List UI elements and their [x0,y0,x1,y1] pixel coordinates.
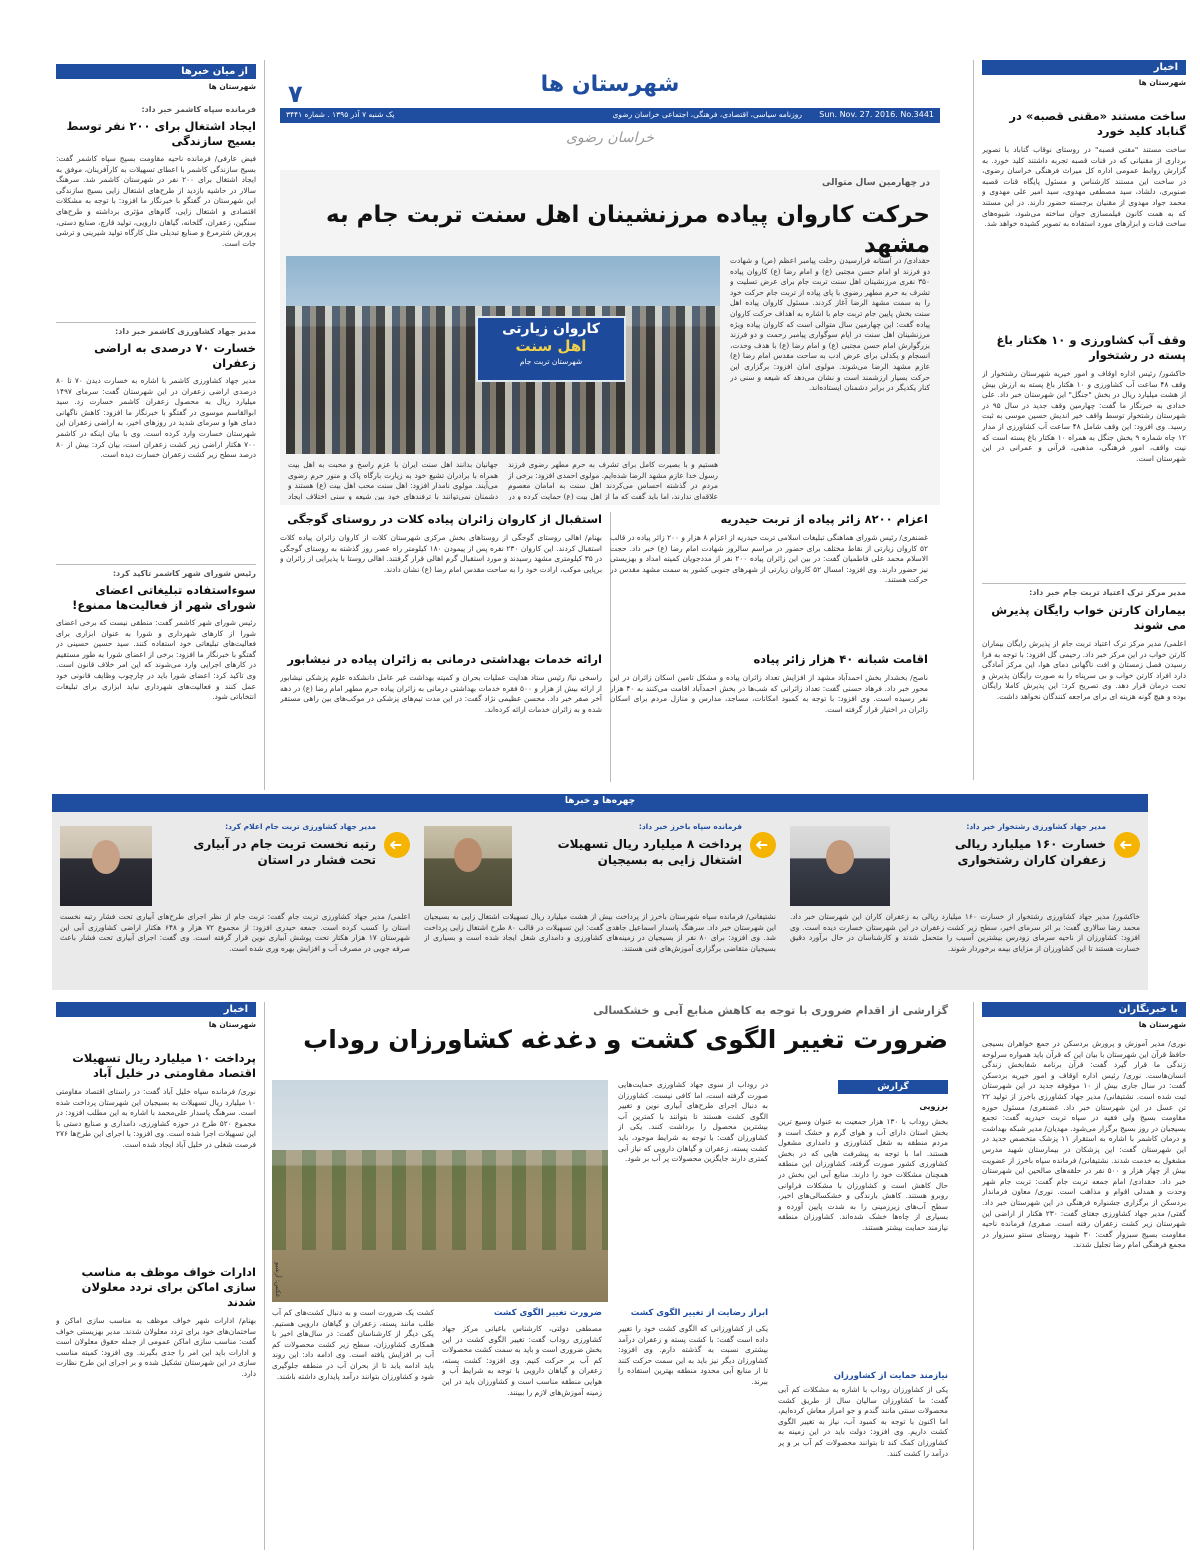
portrait-head [454,838,482,872]
banner-line-1: کاروان زیارتی [502,321,600,337]
report-byline: برزویی [919,1102,948,1111]
lead-col-2: جهانیان بدانند اهل سنت ایران با عزم راسخ و محبت به اهل بیت همراه با برادران تشیع خود به زیارت بارگاه پاک و منور حرم رضوی می‌آیند. مولوی نامدار افزود: اهل سنت محب اهل بیت (ع) هستند و دشمنان نمی‌توانند با ترفندهای خود بین شیعه و سنی اختلاف ایجاد [288,460,498,500]
masthead-bar [280,108,940,123]
mid-story-2 [280,512,602,647]
left-a3-kicker: رئیس شورای شهر کاشمر تاکید کرد: [56,564,256,578]
left-column [56,64,256,794]
lead-col-1: هستیم و با بصیرت کامل برای تشرف به حرم مطهر رضوی فرزند رسول خدا عازم مشهد الرضا شده‌ایم. مولوی احمدی افزود: برخی از مردم در گذشته احساس می‌کردند اهل سنت به امامان معصوم علاقه‌ای ندارند، اما باید گفت که ما از اهل بیت (ع) حمایت کرده و در [508,460,718,500]
left-a2-title: خسارت ۷۰ درصدی به اراضی زعفران [94,341,256,370]
date-persian: یک شنبه ۷ آذر ۱۳۹۵ . شماره ۳۴۴۱ [286,110,395,119]
bl-a1-body: نوری/ فرمانده سپاه خلیل آباد گفت: در راستای اقتصاد مقاومتی ۱۰ میلیارد ریال تسهیلات به بسیجیان این شهرستان پرداخت شده است. سرهنگ پاسدار علی‌محمد با اشاره به این مطلب افزود: در مجموع ۵۲۰ طرح در حوزه کشاورزی، دامداری و صنایع دستی با این تسهیلات اجرا شده است. وی افزود: با اجرای این طرح‌ها ۲۷۶ فرصت شغلی در خلیل آباد ایجاد شده است. [56,1087,256,1149]
right-column [982,60,1186,780]
masthead [280,64,940,164]
br-tag: با خبرنگاران [982,1002,1186,1017]
bottom-col-2: در روداب از سوی جهاد کشاورزی حمایت‌هایی صورت گرفته است، اما کافی نیست. کشاورزان به دنبال اجرای طرح‌های آبیاری نوین و تغییر الگوی کشت هستند تا بتوانند با کمترین آب بیشترین محصول را برداشت کنند. یکی از کشاورزان گفت: با توجه به شرایط موجود، باید کشت پسته، زعفران و گیاهان دارویی که نیاز آبی کمتری دارند جایگزین محصولات پر آب بر شود. [618,1080,768,1164]
bl-a1-title: پرداخت ۱۰ میلیارد ریال تسهیلات اقتصاد مقاومتی در خلیل آباد [72,1051,256,1080]
br-divider [973,1002,974,1550]
mid-story-4 [280,652,602,782]
bottom-title: ضرورت تغییر الگوی کشت و دغدغه کشاورزان روداب [303,1025,948,1054]
bottom-photo [272,1080,608,1302]
bottom-col-1: بخش روداب با ۱۳۰ هزار جمعیت به عنوان وسیع ترین بخش استان دارای آب و هوای گرم و خشک است و مردم منطقه به شغل کشاورزی و دامداری مشغول هستند. اما با توجه به پیشرفت هایی که در بخش کشاورزی کشور صورت گرفته، کشاورزان این منطقه همچنان مشکلات خود را دارند. منابع آبی این بخش در حال کاهش است و کشاورزان با مشکلات فراوانی روبرو هستند. کاهش بارندگی و خشکسالی‌های اخیر، سطح آب‌های زیرزمینی را به شدت پایین آورده و بسیاری از چاه‌ها خشک شده‌اند. کشاورزان منطقه نیازمند حمایت بیشتر هستند. [778,1117,948,1232]
mid-s2-body: بهنام/ اهالی روستای گوجگی از روستاهای بخش مرکزی شهرستان کلات از کاروان زائران پیاده کلات استقبال کردند. این کاروان ۲۳۰ نفره پس از پیمودن ۱۸۰ کیلومتر راه عصر روز گذشته به روستای گوجگی در ۳۵ کیلومتری مشهد رسیدند و مورد استقبال گرم اهالی قرار گرفتند. اهالی روستا با پذیرایی از زائران و برپایی موکب، ارادت خود را به ساحت مقدس امام رضا (ع) نشان دادند. [280,533,602,574]
right-a1-body: ساخت مستند "مقنی قصبه" در روستای نوقاب گناباد با تصویر برداری از مقنیانی که در قنات قصبه تجربه داشتند کلید خورد. به گزارش روابط عمومی اداره کل میراث فرهنگی خراسان رضوی، در ساخت این مستند کارشناس و مسئول پایگاه قنات قصبه صنوبری، دلشاد، سید مصطفی مهدوی، سید امیر علی مهدوی و محمد جواد مهدوی از مقنیان برجسته حضور دارند. در این مستند که به همت کانون فیلمسازی جوان ساخته می‌شود، شیوه‌های ساخت قنات و ابزارهای مورد استفاده به تصویر کشیده خواهد شد. [982,145,1186,229]
report-tag: گزارش [838,1080,948,1094]
mid-s1-title: اعزام ۸۲۰۰ زائر پیاده از تربت حیدریه [720,512,928,526]
mid-story-1 [610,512,928,647]
band-i2-photo [424,826,512,906]
banner-line-3: شهرستان تربت جام [519,357,583,366]
right-col-sub: شهرستان ها [1138,78,1186,87]
bottom-col-4: کشت یک ضرورت است و به دنبال کشت‌های کم آب طلب مانند پسته، زعفران و گیاهان دارویی هستیم. یکی دیگر از کارشناسان گفت: در سال‌های اخیر با همکاری کشاورزان، سطح زیر کشت محصولات کم آب بر افزایش یافته است. وی ادامه داد: این روند باید ادامه یابد تا از بحران آب در منطقه جلوگیری شود و کشاورزان بتوانند درآمد پایداری داشته باشند. [272,1308,434,1381]
bottom-col-2b: یکی از کشاورزانی که الگوی کشت خود را تغییر داده است گفت: با کشت پسته و زعفران درآمد بیشتری نسبت به گذشته دارم. وی افزود: کشاورزان دیگر نیز باید به این سمت حرکت کنند تا از منابع آبی محدود منطقه بهترین استفاده را ببرند. [618,1324,768,1386]
band-i2-title: پرداخت ۸ میلیارد ریال تسهیلات اشتغال زایی به بسیجیان [557,837,742,867]
mid-story-3 [610,652,928,782]
band-i1-kicker: مدیر جهاد کشاورزی رشتخوار خبر داد: [966,822,1106,831]
mid-s2-title: استقبال از کاروان زائران پیاده کلات در روستای گوجگی [287,512,602,526]
band-i3-kicker: مدیر جهاد کشاورزی تربت جام اعلام کرد: [225,822,376,831]
banner-shape [476,316,626,382]
band-i3-body: اعلمی/ مدیر جهاد کشاورزی تربت جام گفت: تربت جام از نظر اجرای طرح‌های آبیاری تحت فشار رتبه نخست استان را کسب کرده است. جمعه حیدری افزود: از مجموع ۷۲ هزار و ۶۴۸ هکتار اراضی کشاورزی آبی این شهرستان ۱۷ هزار هکتار تحت پوشش آبیاری نوین قرار گرفته است. وی گفت: اجرای آبیاری تحت فشار باعث صرفه جویی در مصرف آب و افزایش بهره وری شده است. [60,912,410,953]
section-title: شهرستان ها [540,72,680,97]
band-item-2 [424,822,776,984]
left-a2-body: مدیر جهاد کشاورزی کاشمر با اشاره به خسارت دیدن ۷۰ تا ۸۰ درصدی اراضی زعفران در این شهرستان گفت: سرمای ۱۴۹۷ میلیارد ریال به محصول زعفران کاشمر خسارت زد. سید ابوالقاسم موسوی در گفتگو با خبرنگار ما افزود: کاهش ناگهانی دمای هوا و سرمای شدید در روزهای اخیر، به اراضی زعفران این شهرستان خسارت وارد کرده است. وی با بیان اینکه در کاشمر ۷۰۰ هکتار اراضی زیر کشت زعفران است، بیان کرد: بیش از ۸۰ درصد سطح زیر کشت زعفران خسارت دیده است. [56,376,256,460]
band-i1-body: خاکشور/ مدیر جهاد کشاورزی رشتخوار از خسارت ۱۶۰ میلیارد ریالی به زعفران کاران این شهرستان خبر داد. محمد رضا سالاری گفت: بر اثر سرمای اخیر، سطح زیر کشت زعفران در این شهرستان خسارت دیده است. وی افزود: کشاورزان از ناحیه سرمای زودرس بیشترین آسیب را متحمل شدند و کارشناسان در حال برآورد دقیق خسارت هستند تا این کشاورزان از مزایای بیمه برخوردار شوند. [790,912,1140,953]
left-col-sub: شهرستان ها [208,82,256,91]
mid-s4-body: راسخی نیا/ رئیس ستاد هدایت عملیات بحران و کمیته بهداشت غیر عامل دانشکده علوم پزشکی نیشابور از ارائه بیش از هزار و ۵۰۰ فقره خدمات بهداشتی درمانی به زائران پیاده حرم مطهر امام رضا (ع) در دهه آخر صفر خبر داد. محسن عظیمی نژاد گفت: در این مدت تیم‌های پزشکی در موکب‌های بین راهی مستقر شده و به زائران خدمات ارائه کرده‌اند. [280,673,602,714]
band-item-1 [790,822,1140,984]
arrow-icon [750,832,776,858]
bottom-need-heading: نیازمند حمایت از کشاورزان [833,1371,948,1381]
banner-line-2: اهل سنت [515,337,587,355]
bottom-pattern-heading: ضرورت تغییر الگوی کشت [493,1308,602,1318]
page-number: ۷ [288,80,303,108]
mid-s1-body: غضنفری/ رئیس شورای هماهنگی تبلیغات اسلامی تربت حیدریه از اعزام ۸ هزار و ۲۰۰ زائر پیاده در قالب ۵۲ کاروان زیارتی از نقاط مختلف برای حضور در مراسم سالروز شهادت امام رضا (ع) خبر داد. حجت الاسلام محمد علی فاطمیان گفت: در بین این زائران پیاده ۲۰۰ نفر از مددجویان کمیته امداد و بهزیستی نیز حضور دارند. وی افزود: امسال ۵۲ کاروان زیارتی از شهرهای جنوبی کشور به سمت مشهد مقدس در حرکت هستند. [610,533,928,585]
bottom-col-1b: یکی از کشاورزان روداب با اشاره به مشکلات کم آبی گفت: ما کشاورزان سالیان سال از طریق کشت محصولات سنتی مانند گندم و جو امرار معاش کرده‌ایم، اما اکنون با توجه به کمبود آب، نیاز به تغییر الگوی کشت داریم. وی افزود: دولت باید در این زمینه به کشاورزان کمک کند تا بتوانند محصولات کم آب بر و پر درآمد را کشت کنند. [778,1385,948,1458]
bottom-kicker: گزارشی از اقدام ضروری با توجه به کاهش منابع آبی و خشکسالی [593,1004,948,1017]
right-a3-kicker: مدیر مرکز ترک اعتیاد تربت جام خبر داد: [982,583,1186,597]
left-a1-kicker: فرمانده سپاه کاشمر خبر داد: [141,105,256,114]
bl-sub: شهرستان ها [208,1020,256,1029]
photo-credit: عکس: آرشیو [274,1262,282,1298]
tagline: روزنامه سیاسی، اقتصادی، فرهنگی، اجتماعی خراسان رضوی [612,110,802,119]
mid-s3-body: ناصح/ بخشدار بخش احمدآباد مشهد از افزایش تعداد زائران پیاده و مشکل تامین اسکان زائران در این محور خبر داد. فرهاد حسنی گفت: تعداد زائرانی که شب‌ها در بخش احمدآباد اقامت می‌کنند به ۴۰ هزار نفر رسیده است. وی افزود: با توجه به کمبود امکانات، مساجد، مدارس و منازل مردم برای اسکان زائران در اختیار قرار گرفته است. [610,673,928,714]
bottom-feature [272,1002,948,1550]
lead-side-text: حقدادی/ در آستانه فرارسیدن رحلت پیامبر اعظم (ص) و شهادت دو فرزند او امام حسن مجتبی (ع) و امام رضا (ع) کاروان پیاده ۳۵۰ نفری مرزنشینان اهل سنت تربت جام برای عرض تسلیت و تشرف به حرم مطهر رضوی با پای پیاده از تربت جام حرکت خود را به سمت مشهد الرضا آغاز کردند. مسئول کاروان پیاده اهل سنت بخش پایین جام تربت جام با اشاره به اهداف حرکت کاروان پیاده گفت: این چهارمین سال متوالی است که کاروان پیاده ویژه مرزنشینان اهل سنت در ایام سوگواری پیامبر رحمت و دو فرزند بزرگوارش امام حسن مجتبی (ع) و امام رضا (ع) با هدف وحدت، انسجام و یکدلی برای عرض ادب به ساحت مقدس امام رضا (ع) عازم مشهد الرضا می‌شوند. مولوی امان افزود: برگزاری این حرکت بسیار ارزشمند است و نشان می‌دهد که شیعه و سنی در کنار یکدیگر در برابر دشمنان ایستاده‌اند. [730,256,930,393]
band-i3-photo [60,826,152,906]
br-sub: شهرستان ها [1138,1020,1186,1029]
bl-divider [264,1002,265,1550]
mid-s3-title: اقامت شبانه ۴۰ هزار زائر پیاده [753,652,928,666]
left-column-divider [264,60,265,790]
right-a2-title: وقف آب کشاورزی و ۱۰ هکتار باغ پسته در رشتخوار [996,333,1186,362]
faces-band [52,794,1148,990]
lead-photo [286,256,720,454]
right-a3-body: اعلمی/ مدیر مرکز ترک اعتیاد تربت جام از پذیرش رایگان بیماران کارتن خواب در این مرکز خبر داد. رحیمی گل افزود: با توجه به فرا رسیدن فصل زمستان و افت ناگهانی دمای هوا، این مرکز آمادگی دارد افراد کارتن خواب و بی سرپناه را به صورت رایگان پذیرش و تحت درمان قرار دهد. وی تصریح کرد: این پذیرش کاملا رایگان بوده و هیچ گونه هزینه ای برای مراجعه کنندگان نخواهد داشت. [982,639,1186,701]
left-a1-title: ایجاد اشتغال برای ۲۰۰ نفر توسط بسیج سازندگی [66,119,256,148]
bottom-right-column [982,1002,1186,1550]
band-item-3 [60,822,410,984]
band-i2-kicker: فرمانده سپاه باخرز خبر داد: [638,822,742,831]
left-col-tag: از میان خبرها [56,64,256,79]
bl-a2-body: بهنام/ ادارات شهر خواف موظف به مناسب سازی اماکن و ساختمان‌های خود برای تردد معلولان شدند. مدیر بهزیستی خواف گفت: مناسب سازی اماکن عمومی از جمله حقوق معلولان است و ادارات باید این امر را جدی بگیرند. وی افزود: کمیته مناسب سازی در این شهرستان تشکیل شده و بر اجرای این طرح نظارت دارد. [56,1316,256,1378]
arrow-icon [1114,832,1140,858]
report-column [778,1080,948,1546]
bl-tag: اخبار [56,1002,256,1017]
right-a3-title: بیماران کارتن خواب رایگان پذیرش می شوند [991,603,1186,632]
right-col-tag: اخبار [982,60,1186,75]
date-english: Sun. Nov. 27. 2016. No.3441 [819,110,934,119]
band-title: چهره‌ها و خبرها [564,796,636,806]
left-a3-title: سوءاستفاده تبلیغاتی اعضای شورای شهر از فعالیت‌ها ممنوع! [72,583,256,612]
left-a3-body: رئیس شورای شهر کاشمر گفت: منطقی نیست که برخی اعضای شورا از کارهای شهرداری و شورا به عنوان ابزاری برای فعالیت‌های تبلیغاتی خود استفاده کنند. سید حسین حسینی در گفتگو با خبرنگار ما افزود: برخی از اعضای شورا به طور مستقیم در کارهای اجرایی وارد می‌شوند که این امر خلاف قانون است. وی تاکید کرد: اعضای شورا باید در چارچوب وظایف قانونی خود عمل کنند و فعالیت‌های شهرداری نباید ابزاری برای تبلیغات انتخاباتی شود. [56,618,256,702]
bl-a2-title: ادارات خواف موظف به مناسب سازی اماکن برای تردد معلولان شدند [81,1265,256,1309]
bottom-exp-heading: ابراز رضایت از تغییر الگوی کشت [630,1308,768,1318]
bottom-col-3: مصطفی دولتی، کارشناس باغبانی مرکز جهاد کشاورزی روداب گفت: تغییر الگوی کشت در این بخش ضروری است و باید به سمت کشت محصولات کم آب بر حرکت کنیم. وی افزود: کشت پسته، زعفران و گیاهان دارویی با توجه به شرایط آب و هوایی منطقه مناسب است و کشاورزان باید در این زمینه آموزش‌های لازم را ببینند. [442,1324,602,1397]
band-i3-title: رتبه نخست تربت جام در آبیاری تحت فشار در استان [193,837,376,867]
right-column-divider [973,60,974,780]
orchard-rows [272,1150,608,1250]
left-a2-kicker: مدیر جهاد کشاورزی کاشمر خبر داد: [56,322,256,336]
bottom-left-column [56,1002,256,1550]
band-i1-photo [790,826,890,906]
lead-kicker: در چهارمین سال متوالی [821,178,930,188]
br-body: نوری/ مدیر آموزش و پرورش بردسکن در جمع خواهران بسیجی حافظ قرآن این شهرستان با بیان این که قرآن باید همواره سرلوحه زندگی ما قرار گیرد گفت: قرآن برنامه شفابخش زندگی انسان‌هاست. نوری/ رئیس اداره اوقاف و امور خیریه بردسکن گفت: در سال جاری بیش از ۱۰ موقوفه جدید در این شهرستان ثبت شده است. نشتیفانی/ مدیر جهاد کشاورزی باخرز از تولید ۲۲ تن عسل در این شهرستان خبر داد. غضنفری/ مسئول حوزه مقاومت بسیج ولی فقیه در سپاه تربت حیدریه گفت: تجمع بسیجیان در روز بسیج برگزار می‌شود. مهدیان/ مدیر شبکه بهداشت و درمان کاشمر با اشاره به استقرار ۱۱ پزشک متخصص جدید در این شهرستان گفت: این پزشکان در بیمارستان شهید مدرس مشغول به خدمت شدند. نشتیفانی/ فرمانده سپاه باخرز از عضویت بیش از چهار هزار و ۵۰۰ نفر در حلقه‌های صالحین این شهرستان خبر داد. حقدادی/ امام جمعه تربت جام گفت: تربت جام شهر وحدت و همدلی اقوام و مذاهب است. نوری/ معاون فرماندار بردسکن از برگزاری جشنواره فرهنگی در این شهرستان خبر داد. گفتی/ مدیر جهاد کشاورزی جغتای گفت: ۲۳۰ هکتار از اراضی این شهرستان زیر کشت زعفران رفته است. صفری/ فرمانده ناحیه مقاومت بسیج سبزوار گفت: ۳۰ شهید روستای سنتو سبزوار در مجمع فرهنگی امام رضا تجلیل شدند. [982,1039,1186,1250]
band-i2-body: نشتیفانی/ فرمانده سپاه شهرستان باخرز از پرداخت بیش از هشت میلیارد ریال تسهیلات اشتغال زایی به بسیجیان این شهرستان خبر داد. سرهنگ پاسدار اسماعیل جاهدی گفت: این تسهیلات در قالب ۸۰ طرح اشتغال زایی پرداخت شد. وی افزود: برای ۸۰ نفر از بسیجیان در زمینه‌های کشاورزی و دامداری شغل ایجاد شده است و بسیاری از بسیجیان متقاضی برگزاری آموزش‌های فنی هستند. [424,912,776,953]
lead-title: حرکت کاروان پیاده مرزنشینان اهل سنت تربت جام به مشهد [326,202,930,258]
mid-s4-title: ارائه خدمات بهداشتی درمانی به زائران پیاده در نیشابور [287,652,602,666]
portrait-head [92,840,120,874]
right-a1-title: ساخت مستند «مقنی قصبه» در گناباد کلید خورد [1009,109,1186,138]
left-a1-body: فیض عارفی/ فرمانده ناحیه مقاومت بسیج سپاه کاشمر گفت: بسیج سازندگی کاشمر با اعطای تسهیلات به کارآفرینان، موفق به ایجاد اشتغال برای ۲۰۰ نفر در شهرستان کاشمر شد. سرهنگ سالار در حاشیه بازدید از طرح‌های اشتغال زایی بسیج سازندگی این شهرستان در گفتگو با خبرنگار ما افزود: با توجه به مشکلات اقتصادی و اشتغال زایی، گام‌های مؤثری برداشته و طرح‌های سنگین، زعفران، گلخانه، گیاهان دارویی، تولید قارچ، صنایع دستی، پرورش شترمرغ و صنایع تبدیلی مثل کارگاه تولید شیرینی و ترشی جات است. [56,154,256,248]
right-a2-body: خاکشور/ رئیس اداره اوقاف و امور خیریه شهرستان رشتخوار از وقف ۴۸ ساعت آب کشاورزی و ۱۰ هکتار باغ پسته به ارزش بیش از هشت میلیارد ریال در بخش "جنگل" این شهرستان خبر داد. علی خدادی به خبرنگار ما گفت: چهارمین وقف جدید در سال ۹۵ در شهرستان رشتخوار توسط واقف خیر اندیش حسین موسی به ثبت رسید. وی افزود: این وقف شامل ۴۸ ساعت آب کشاورزی از مدار ۱۲ چاه شماره ۹ بخش جنگل به همراه ۱۰ هکتار باغ پسته است که نیت واقف، امور فرهنگی، مذهبی، قرآنی و عمرانی در این شهرستان است. [982,369,1186,463]
band-i1-title: خسارت ۱۶۰ میلیارد ریالی زعفران کاران رشتخواری [954,837,1106,867]
masthead-logo: خراسان رضوی [566,130,654,146]
arrow-icon [384,832,410,858]
lead-story [280,170,940,505]
portrait-head [826,840,854,874]
